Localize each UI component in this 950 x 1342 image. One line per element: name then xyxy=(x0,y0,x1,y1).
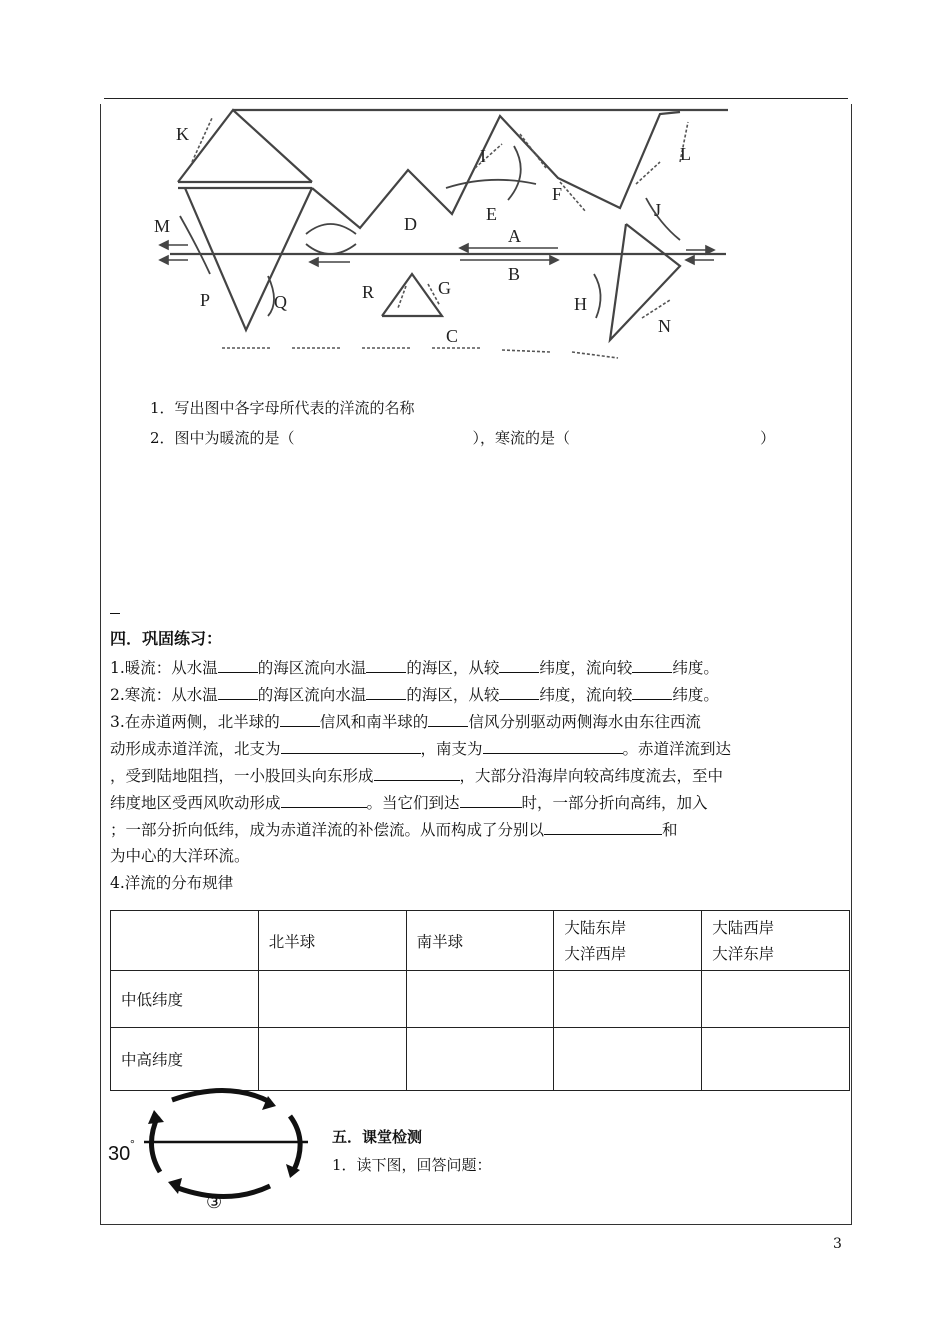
label-g: G xyxy=(438,278,451,298)
label-r: R xyxy=(362,282,375,302)
exercise-line-6: 纬度地区受西风吹动形成 。当它们到达 时，一部分折向高纬，加入 xyxy=(110,789,840,816)
table-header-cell: 大陆西岸 大洋东岸 xyxy=(702,911,850,971)
table-header-cell: 南半球 xyxy=(406,911,554,971)
exercise-line-3: 3.在赤道两侧，北半球的 信风和南半球的 信风分别驱动两侧海水由东往西流 xyxy=(110,708,840,735)
table-row-label: 中低纬度 xyxy=(111,971,259,1028)
table-row xyxy=(111,1028,850,1091)
label-h: H xyxy=(574,294,587,314)
table-row xyxy=(111,971,850,1028)
table-cell xyxy=(258,1028,406,1091)
table-cell xyxy=(702,1028,850,1091)
label-k: K xyxy=(176,124,189,144)
exercise-line-8: 为中心的大洋环流。 xyxy=(110,847,250,865)
label-a: A xyxy=(508,226,521,246)
header-rule xyxy=(104,98,848,99)
exercise-line-1: 1.暖流：从水温 的海区流向水温 的海区，从较 纬度，流向较 纬度。 xyxy=(110,654,840,681)
table-header-row xyxy=(111,911,850,971)
label-j: J xyxy=(654,200,662,220)
table-cell xyxy=(406,1028,554,1091)
table-cell xyxy=(258,971,406,1028)
label-n: N xyxy=(658,316,671,336)
label-e: E xyxy=(486,204,497,224)
label-m: M xyxy=(154,216,171,236)
label-c: C xyxy=(446,326,459,346)
table-cell xyxy=(554,1028,702,1091)
section-4-title: 四．巩固练习： xyxy=(110,629,223,648)
table-row-label: 中高纬度 xyxy=(111,1028,259,1091)
label-b: B xyxy=(508,264,521,284)
exercise-line-4: 动形成赤道洋流，北支为 ，南支为 。赤道洋流到达 xyxy=(110,735,840,762)
label-i: I xyxy=(480,146,486,166)
exercise-line-9: 4.洋流的分布规律 xyxy=(110,874,234,892)
table-cell xyxy=(406,971,554,1028)
section-5-title: 五．课堂检测 xyxy=(332,1128,423,1146)
page-number: 3 xyxy=(833,1236,842,1252)
current-distribution-table xyxy=(110,910,850,1091)
exercise-line-5: ，受到陆地阻挡，一小股回头向东形成 ，大部分沿海岸向较高纬度流去，至中 xyxy=(110,762,840,789)
latitude-label: 30 xyxy=(108,1143,131,1165)
section-5-question-1: 1．读下图，回答问题： xyxy=(332,1156,492,1174)
question-2: 2．图中为暖流的是（ ），寒流的是（ ） xyxy=(150,429,776,447)
ocean-current-diagram xyxy=(140,104,730,376)
table-cell xyxy=(702,971,850,1028)
label-l: L xyxy=(680,144,691,164)
question-1: 1．写出图中各字母所代表的洋流的名称 xyxy=(150,399,415,417)
table-header-cell: 大陆东岸 大洋西岸 xyxy=(554,911,702,971)
degree-mark: ° xyxy=(130,1137,135,1151)
section-4-body xyxy=(110,654,840,897)
table-header-cell xyxy=(111,911,259,971)
stray-dash xyxy=(110,613,120,614)
exercise-line-7: ；一部分折向低纬，成为赤道洋流的补偿流。从而构成了分别以 和 xyxy=(110,816,840,843)
gyre-figure xyxy=(108,1086,320,1212)
exercise-line-2: 2.寒流：从水温 的海区流向水温 的海区，从较 纬度，流向较 纬度。 xyxy=(110,681,840,708)
label-d: D xyxy=(404,214,417,234)
label-f: F xyxy=(552,184,563,204)
table-cell xyxy=(554,971,702,1028)
label-p: P xyxy=(200,290,211,310)
label-q: Q xyxy=(274,292,287,312)
table-header-cell: 北半球 xyxy=(258,911,406,971)
gyre-marker: ③ xyxy=(206,1192,223,1212)
